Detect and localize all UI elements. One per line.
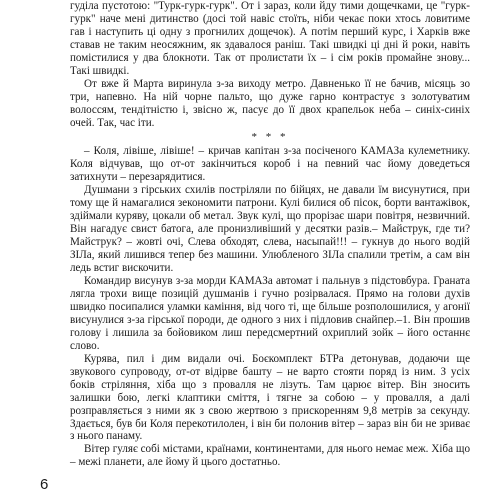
paragraph: Командир висунув з-за морди КАМАЗа автомат і пальнув з підстовбура. Граната лягла трохи вище позицій душманів і гучно розірвалася. Прямо на голови духів швидко посипалися уламки каміння, від чого ті, ще більше розполошилися, у агонії висунулися з-за гірської породи, де одного з них і підловив снайпер.–1. Він прошив голову і лишила за бойовиком лиш передсмертний охриплий зойк – його останнє слово. — [70, 274, 470, 352]
paragraph: Вітер гуляє собі містами, країнами, континентами, для нього немає меж. Хіба що – межі планети, але йому й цього достатньо. — [70, 443, 470, 469]
body-text — [70, 0, 470, 469]
paragraph: Курява, пил і дим видали очі. Боєкомплект БТРа детонував, додаючи ще звукового супроводу, от-от відірве башту – не варто стояти поряд із ним. З усіх боків стріляння, хіба що з провалля не лізуть. Там царює вітер. Він зносить залишки бою, легкі клаптики сміття, і тягне за собою – у провалля, а далі розправляється з ними як з свою жертвою з прискоренням 9,8 метрів за секунду. Здається, був би Коля перекотилолен, і він би полонив вітер – зараз він би не зриває з нього панаму. — [70, 352, 470, 443]
paragraph: От вже й Марта виринула з-за виходу метро. Давненько її не бачив, місяць зо три, напевно. На ній чорне пальто, що дуже гарно контрастує з золотуватим волоссям, тендітністю і, звісно ж, пасує до її двох крапельок неба – синіх-синіх очей. Так, час іти. — [70, 77, 470, 129]
paragraph: – Коля, лівіше, лівіше! – кричав капітан з-за посіченого КАМАЗа кулеметнику. Коля відчував, що от-от закінчиться короб і на певний час йому доведеться затихнути – перезарядитися. — [70, 144, 470, 183]
section-separator: * * * — [251, 130, 289, 143]
paragraph: гуділа пустотою: "Турк-гурк-гурк". От і зараз, коли йду тими дощечками, це "гурк-гурк" наче мені дитинство (досі той навіс стоїть, ніби чекає поки хтось ловитиме гав і наступить ці одну з прогнилих дощечок). А потім перший курс, і Харків вже ставав не таким неосяжним, як здавалося раніш. Такі швидкі ці дні й роки, навіть помістилися у два блокноти. Так от пролистати їх – і сім років промайне знову... Такі швидкі. — [70, 0, 470, 77]
page-number: 6 — [40, 476, 49, 493]
paragraph: Душмани з гірських схилів постріляли по бійцях, не давали їм висунутися, при тому ще й намагалися зекономити патрони. Кулі билися об пісок, борти вантажівок, здіймали куряву, цокали об метал. Звук кулі, що прорізає шари повітря, незвичний. Він нагадує свист батога, але пронизливіший у десятки разів.– Майструк, где ти? Майструк? – жовті очі, Слева обходят, слева, насыпай!!! – гукнув до нього водій ЗІЛа, який лишився тепер без машини. Улюбленого ЗІЛа спалили третім, а сам він ледь встиг вискочити. — [70, 183, 470, 274]
